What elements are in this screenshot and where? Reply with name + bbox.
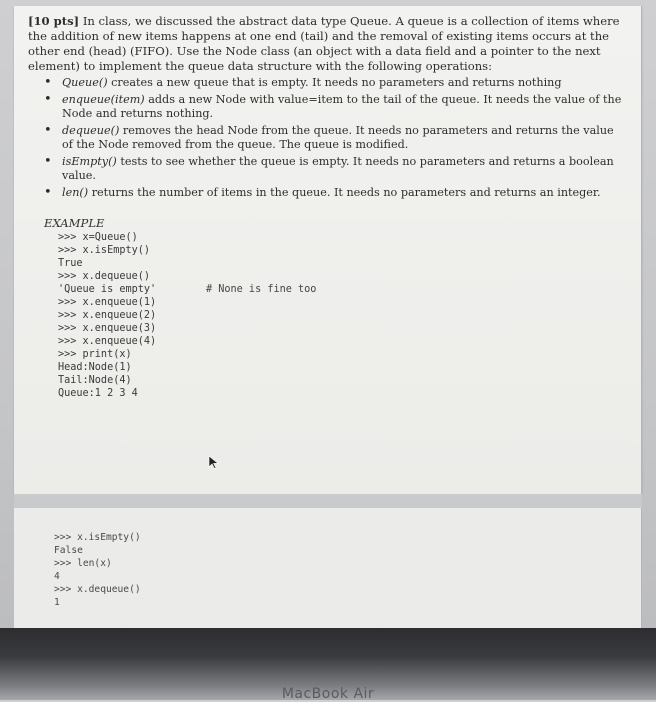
code-line: >>> x.dequeue() (54, 584, 141, 595)
operation-desc: creates a new queue that is empty. It needs no parameters and returns nothing (107, 76, 562, 89)
operation-desc: adds a new Node with value=item to the tail of the queue. It needs the value of the Node and returns nothing. (62, 93, 622, 120)
example-code (58, 231, 627, 400)
code-text: 'Queue is empty' (58, 284, 157, 295)
operation-desc: tests to see whether the queue is empty. It needs no parameters and returns a boolean value. (62, 155, 614, 182)
mouse-pointer-icon (208, 455, 220, 469)
operation-desc: returns the number of items in the queue. It needs no parameters and returns an integer. (88, 186, 601, 199)
page-gap (14, 494, 642, 508)
continued-code (54, 532, 641, 610)
code-line: >>> x=Queue() (58, 232, 138, 243)
laptop-brand-label: MacBook Air (281, 686, 375, 702)
code-line: 4 (54, 571, 60, 582)
operation-name: len() (62, 186, 89, 199)
operation-item (62, 186, 627, 200)
code-line: >>> x.enqueue(1) (58, 297, 157, 308)
code-line: Queue:1 2 3 4 (58, 388, 138, 399)
code-line: >>> print(x) (58, 349, 132, 360)
operation-name: enqueue(item) (62, 93, 145, 106)
code-line-with-comment (58, 283, 627, 296)
code-line: True (58, 258, 83, 269)
operation-item (62, 76, 627, 90)
question-intro (28, 14, 627, 74)
code-line: 1 (54, 597, 60, 608)
code-line: Tail:Node(4) (58, 375, 132, 386)
code-line: >>> x.isEmpty() (58, 245, 151, 256)
code-line: >>> x.isEmpty() (54, 532, 141, 543)
continued-page (14, 508, 642, 628)
code-line: >>> x.dequeue() (58, 271, 151, 282)
operation-desc: removes the head Node from the queue. It needs no parameters and returns the value of the Node removed from the queue. The queue is modified. (62, 124, 614, 151)
operation-item (62, 155, 627, 183)
operations-list (28, 76, 627, 200)
intro-text: In class, we discussed the abstract data type Queue. A queue is a collection of items where the addition of new items happens at one end (tail) and the removal of existing items occurs at the other end (head) (FIFO). Use the Node class (an object with a data field and a pointer to the next element) to implement the queue data structure with the following operations: (28, 14, 620, 73)
operation-name: dequeue() (62, 124, 120, 137)
operation-name: Queue() (62, 76, 108, 89)
code-line: >>> x.enqueue(4) (58, 336, 157, 347)
points-label: [10 pts] (28, 14, 80, 28)
operation-name: isEmpty() (62, 155, 117, 168)
code-line: >>> len(x) (54, 558, 112, 569)
operation-item (62, 93, 627, 121)
operation-item (62, 124, 627, 152)
code-line: Head:Node(1) (58, 362, 132, 373)
code-line: False (54, 545, 83, 556)
code-line: >>> x.enqueue(2) (58, 310, 157, 321)
example-title: EXAMPLE (44, 216, 105, 230)
code-line: >>> x.enqueue(3) (58, 323, 157, 334)
question-page (14, 6, 642, 494)
code-comment: # None is fine too (206, 284, 317, 295)
